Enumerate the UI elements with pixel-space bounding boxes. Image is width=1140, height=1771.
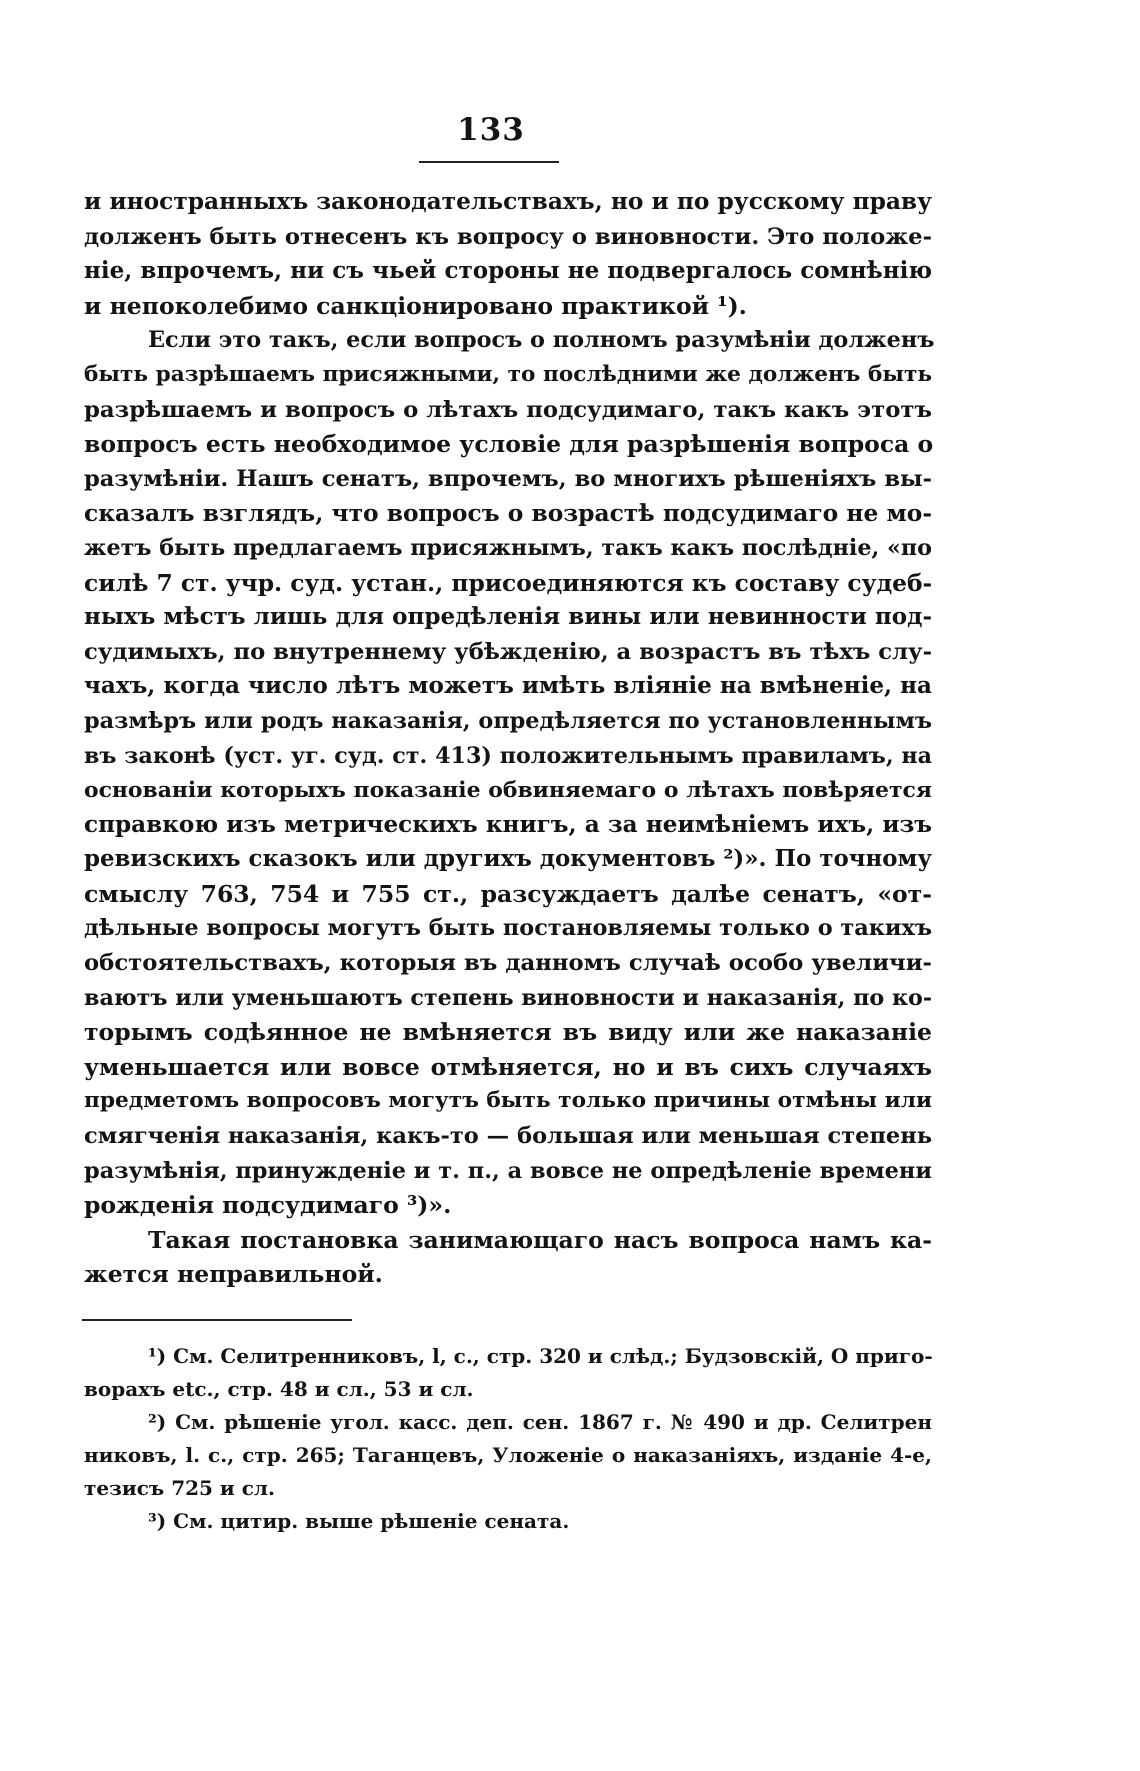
text-line: жетъ быть предлагаемъ присяжнымъ, такъ какъ послѣдніе, «по — [84, 534, 932, 561]
text-line: обстоятельствахъ, которыя въ данномъ случаѣ особо увеличи- — [84, 950, 932, 977]
footnote-line: тезисъ 725 и сл. — [84, 1476, 275, 1500]
text-line: размѣръ или родъ наказанія, опредѣляется по установленнымъ — [84, 707, 932, 734]
text-line: судимыхъ, по внутреннему убѣжденію, а возрастъ въ тѣхъ слу- — [84, 638, 932, 665]
text-line: Если это такъ, если вопросъ о полномъ разумѣніи долженъ — [148, 327, 935, 354]
text-line: ревизскихъ сказокъ или другихъ документовъ ²)». По точному — [84, 846, 932, 873]
footnote-2 — [84, 1406, 932, 1505]
paragraph-2 — [84, 323, 935, 1222]
footnotes — [84, 1340, 932, 1538]
text-line: быть разрѣшаемъ присяжными, то послѣдними же долженъ быть — [84, 361, 932, 387]
text-line: сказалъ взглядъ, что вопросъ о возрастѣ подсудимаго не мо- — [84, 499, 932, 528]
text-line: ныхъ мѣстъ лишь для опредѣленія вины или невинности под- — [84, 603, 932, 631]
footnote-line: ¹) См. Селитренниковъ, l, c., стр. 320 и слѣд.; Будзовскій, О приго- — [148, 1344, 933, 1368]
text-line: ніе, впрочемъ, ни съ чьей стороны не подвергалось сомнѣнію — [84, 257, 932, 285]
footnote-1 — [84, 1340, 932, 1406]
body-text — [84, 185, 935, 1292]
text-line: разумѣніи. Нашъ сенатъ, впрочемъ, во многихъ рѣшеніяхъ вы- — [84, 465, 932, 492]
footnote-3 — [84, 1505, 932, 1538]
footnote-line: ³) См. цитир. выше рѣшеніе сената. — [148, 1509, 570, 1533]
text-line: вопросъ есть необходимое условіе для разрѣшенія вопроса о — [84, 430, 934, 459]
page-number: 133 — [457, 112, 525, 148]
text-line: разрѣшаемъ и вопросъ о лѣтахъ подсудимаго, такъ какъ этотъ — [84, 396, 932, 423]
text-line: торымъ содѣянное не вмѣняется въ виду или же наказаніе — [84, 1018, 932, 1047]
text-line: и иностранныхъ законодательствахъ, но и по русскому праву — [84, 188, 932, 215]
paragraph-3 — [84, 1223, 932, 1292]
text-line: дѣльные вопросы могутъ быть постановляемы только о такихъ — [84, 915, 932, 942]
text-line: Такая постановка занимающаго насъ вопроса намъ ка- — [148, 1225, 932, 1254]
text-line: въ законѣ (уст. уг. суд. ст. 413) положительнымъ правиламъ, на — [84, 742, 932, 769]
text-line: основаніи которыхъ показаніе обвиняемаго о лѣтахъ повѣряется — [84, 777, 932, 804]
footnote-rule — [82, 1319, 352, 1321]
footnote-line: никовъ, l. c., стр. 265; Таганцевъ, Уложеніе о наказаніяхъ, изданіе 4-е, — [84, 1443, 932, 1467]
text-line: ваютъ или уменьшаютъ степень виновности и наказанія, по ко- — [84, 984, 933, 1011]
text-line: и непоколебимо санкціонировано практикой ¹). — [84, 291, 747, 320]
header-rule — [419, 161, 559, 163]
text-line: смягченія наказанія, какъ-то — большая или меньшая степень — [84, 1123, 932, 1150]
text-line: смыслу 763, 754 и 755 ст., разсуждаетъ далѣе сенатъ, «от- — [84, 879, 932, 908]
text-line: жется неправильной. — [84, 1260, 383, 1289]
text-line: рожденія подсудимаго ³)». — [84, 1191, 452, 1220]
text-line: предметомъ вопросовъ могутъ быть только причины отмѣны или — [84, 1088, 933, 1114]
text-line: справкою изъ метрическихъ книгъ, а за неимѣніемъ ихъ, изъ — [84, 810, 932, 838]
text-line: долженъ быть отнесенъ къ вопросу о виновности. Это положе- — [84, 223, 932, 250]
text-line: уменьшается или вовсе отмѣняется, но и въ сихъ случаяхъ — [84, 1052, 932, 1081]
footnote-line: ворахъ etc., стр. 48 и сл., 53 и сл. — [84, 1377, 474, 1401]
paragraph-1 — [84, 185, 932, 323]
text-line: силѣ 7 ст. учр. суд. устан., присоединяются къ составу судеб- — [84, 568, 933, 597]
text-line: разумѣнія, принужденіе и т. п., а вовсе не опредѣленіе времени — [84, 1157, 932, 1184]
text-line: чахъ, когда число лѣтъ можетъ имѣть вліяніе на вмѣненіе, на — [84, 672, 932, 700]
footnote-line: ²) См. рѣшеніе угол. касс. деп. сен. 1867 г. № 490 и др. Селитрен — [148, 1410, 932, 1434]
